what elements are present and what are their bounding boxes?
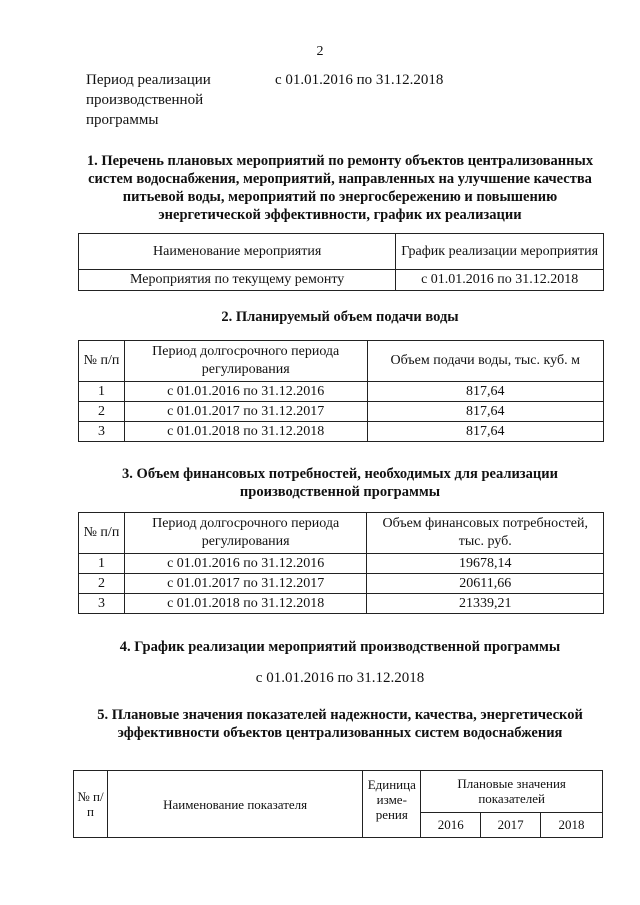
table-row [79, 594, 604, 614]
header-num: № п/п [79, 341, 125, 382]
activity-name-cell: Мероприятия по текущему ремонту [79, 270, 396, 291]
row-period: с 01.01.2016 по 31.12.2016 [124, 382, 367, 402]
header-planned-values: Плановые значения показателей [421, 771, 603, 813]
row-period: с 01.01.2017 по 31.12.2017 [124, 574, 367, 594]
row-num: 1 [79, 554, 125, 574]
row-period: с 01.01.2016 по 31.12.2016 [124, 554, 367, 574]
header-period: Период долгосрочного периода регулирования [124, 341, 367, 382]
row-num: 1 [79, 382, 125, 402]
header-year-2017: 2017 [481, 812, 541, 837]
header-volume: Объем подачи воды, тыс. куб. м [367, 341, 604, 382]
row-num: 2 [79, 402, 125, 422]
table-header-row [74, 771, 603, 813]
activities-table [78, 233, 604, 291]
row-value: 20611,66 [367, 574, 604, 594]
row-period: с 01.01.2017 по 31.12.2017 [124, 402, 367, 422]
header-num: № п/п [74, 771, 108, 838]
row-num: 3 [79, 594, 125, 614]
section2-title: 2. Планируемый объем подачи воды [221, 309, 459, 325]
table-row [79, 554, 604, 574]
table-header-row [79, 234, 604, 270]
header-num: № п/п [79, 513, 125, 554]
row-value: 19678,14 [367, 554, 604, 574]
header-indicator-name: Наименование показателя [107, 771, 362, 838]
row-period: с 01.01.2018 по 31.12.2018 [124, 594, 367, 614]
table-header-row [79, 341, 604, 382]
table-row [79, 402, 604, 422]
indicators-table [73, 770, 603, 838]
header-schedule: График реализации мероприятия [396, 234, 604, 270]
page-number: 2 [316, 44, 324, 59]
row-value: 817,64 [367, 382, 604, 402]
section1-title: 1. Перечень плановых мероприятий по ремонту объектов централизованных систем водоснабжения, мероприятий, направленных на улучшение качества питьевой воды, мероприятий по энергосбережению и повышению энергетической эффективности, график их реализации [86, 153, 594, 223]
table-row [79, 422, 604, 442]
row-value: 817,64 [367, 422, 604, 442]
table-row [79, 382, 604, 402]
row-num: 2 [79, 574, 125, 594]
row-period: с 01.01.2018 по 31.12.2018 [124, 422, 367, 442]
financial-needs-table [78, 512, 604, 614]
water-volume-table [78, 340, 604, 442]
header-year-2018: 2018 [541, 812, 603, 837]
row-value: 817,64 [367, 402, 604, 422]
header-year-2016: 2016 [421, 812, 481, 837]
row-num: 3 [79, 422, 125, 442]
header-financial: Объем финансовых потребностей, тыс. руб. [367, 513, 604, 554]
program-period-label: Период реализации производственной программы [86, 72, 211, 128]
table-row [79, 574, 604, 594]
section4-title: 4. График реализации мероприятий производственной программы [119, 639, 561, 655]
table-row [79, 270, 604, 291]
section4-period: с 01.01.2016 по 31.12.2018 [255, 670, 425, 686]
row-value: 21339,21 [367, 594, 604, 614]
section5-title: 5. Плановые значения показателей надежности, качества, энергетической эффективности объектов централизованных систем водоснабжения [97, 707, 583, 741]
header-period: Период долгосрочного периода регулирования [124, 513, 367, 554]
header-unit: Единица изме-рения [363, 771, 421, 838]
program-period-value: с 01.01.2016 по 31.12.2018 [275, 72, 444, 88]
header-activity-name: Наименование мероприятия [79, 234, 396, 270]
table-header-row [79, 513, 604, 554]
section3-title: 3. Объем финансовых потребностей, необходимых для реализации производственной программы [122, 466, 558, 500]
activity-schedule-cell: с 01.01.2016 по 31.12.2018 [396, 270, 604, 291]
